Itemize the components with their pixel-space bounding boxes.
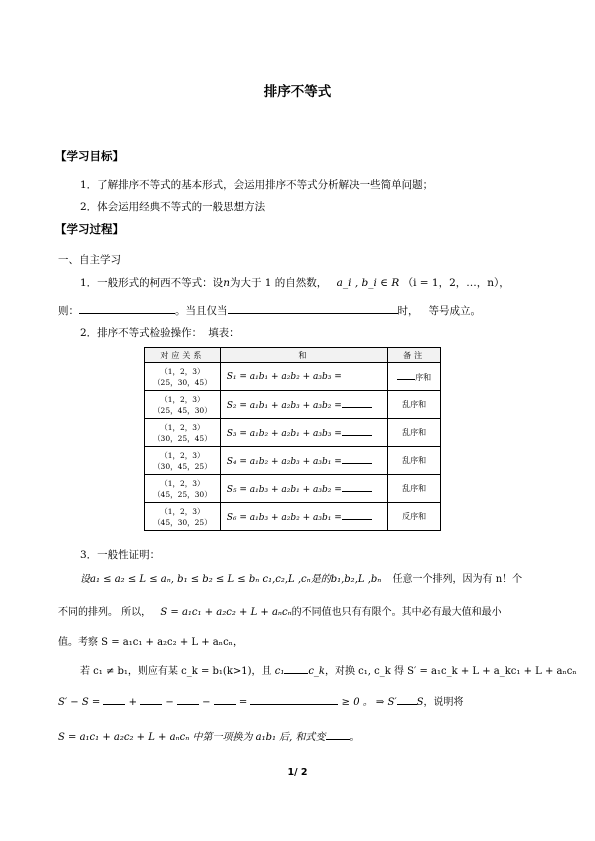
table-cell-note: [388, 503, 441, 531]
sum-blank[interactable]: [342, 399, 372, 408]
table-cell-sequence: [145, 447, 221, 475]
seq-b: （45，30，25）: [153, 517, 212, 527]
note-blank[interactable]: [397, 371, 415, 380]
proof-line-5-b: ≥ 0 。 ⇒ S′: [341, 697, 397, 708]
proof-line-4-ck: c_k: [308, 666, 325, 677]
seq-a: （1，2，3）: [160, 506, 205, 516]
answer-blank-relation[interactable]: [397, 693, 417, 705]
page-number: 1/ 2: [287, 767, 308, 778]
sum-blank[interactable]: [342, 511, 372, 520]
answer-blank-compare[interactable]: [284, 662, 308, 674]
proof-line-5-c: S: [416, 697, 424, 708]
table-header-sum: 和: [220, 348, 387, 363]
q1-equality: 等号成立。: [428, 305, 481, 317]
proof-line-5-d: ，说明将: [423, 697, 464, 708]
proof-line-5-a: S′ − S =: [58, 697, 101, 708]
table-row: [145, 503, 441, 531]
seq-a: （1，2，3）: [160, 394, 205, 404]
table-cell-sum[interactable]: [220, 447, 387, 475]
sum-formula: S₄ = a₁b₂ + a₂b₃ + a₃b₁ =: [226, 456, 342, 467]
question-3-heading: 3．一般性证明：: [80, 549, 161, 561]
proof-line-6-a: S = a₁c₁ + a₂c₂ + L + aₙcₙ 中第一项换为 a₁b₁ 后, 和式变: [58, 732, 326, 743]
table-header-row: [145, 348, 441, 363]
note-text: 乱序和: [402, 456, 427, 465]
proof-line-1: [80, 570, 522, 585]
table-cell-note: [388, 447, 441, 475]
note-text: 反序和: [402, 512, 427, 521]
table-cell-sequence: [145, 419, 221, 447]
sum-formula: S₁ = a₁b₁ + a₂b₂ + a₃b₃ =: [226, 371, 342, 382]
answer-blank-2[interactable]: [228, 302, 398, 314]
question-2: [80, 325, 240, 340]
part-1-heading: 一、自主学习: [58, 254, 121, 266]
proof-line-2-formula: S = a₁c₁ + a₂c₂ + L + aₙcₙ: [160, 607, 292, 618]
answer-blank-term-3[interactable]: [177, 693, 199, 705]
proof-line-6-b: 。: [349, 732, 360, 743]
q1-then: 则：: [58, 305, 79, 317]
seq-b: （30，45，25）: [153, 461, 212, 471]
seq-b: （30，25，45）: [153, 433, 212, 443]
q1-prefix: 1．一般形式的柯西不等式：设: [80, 277, 224, 289]
sum-formula: S₃ = a₁b₂ + a₂b₁ + a₃b₃ =: [226, 428, 342, 439]
q1-formula: a_i , b_i ∈ R: [336, 277, 400, 289]
table-row: [145, 391, 441, 419]
q1-iff: 。当且仅当: [175, 305, 228, 317]
seq-b: （25，45，30）: [153, 405, 212, 415]
table-cell-sequence: [145, 363, 221, 391]
table-cell-sum[interactable]: [220, 391, 387, 419]
process-heading: 【学习过程】: [55, 222, 124, 236]
table-cell-note[interactable]: [388, 363, 441, 391]
table-cell-sum[interactable]: [220, 419, 387, 447]
seq-a: （1，2，3）: [160, 450, 205, 460]
answer-blank-term-1[interactable]: [103, 693, 125, 705]
answer-blank-term-4[interactable]: [214, 693, 236, 705]
table-row: [145, 447, 441, 475]
proof-line-1-text: 任意一个排列，因为有 n！个: [392, 574, 523, 585]
table-cell-sum[interactable]: [220, 475, 387, 503]
proof-line-3: 值。考察 S = a₁c₁ + a₂c₂ + L + aₙcₙ，: [58, 637, 243, 648]
answer-blank-difference[interactable]: [250, 693, 338, 705]
answer-blank-1[interactable]: [79, 302, 175, 314]
answer-blank-change[interactable]: [326, 728, 350, 740]
proof-line-4: [80, 662, 577, 677]
page-title: 排序不等式: [263, 84, 332, 100]
goals-heading: 【学习目标】: [55, 149, 124, 163]
seq-b: （25，30，45）: [153, 377, 212, 387]
proof-line-4-d: ，对换 c₁, c_k 得 S′ = a₁c_k + L + a_kc₁ + L + aₙcₙ: [325, 666, 577, 677]
sum-formula: S₅ = a₁b₃ + a₂b₁ + a₃b₂ =: [226, 484, 342, 495]
table-cell-note: [388, 475, 441, 503]
q1-mid: 为大于 1 的自然数，: [229, 277, 328, 289]
table-cell-sequence: [145, 475, 221, 503]
sum-blank[interactable]: [342, 483, 372, 492]
table-row: [145, 475, 441, 503]
seq-a: （1，2，3）: [160, 478, 205, 488]
seq-a: （1，2，3）: [160, 422, 205, 432]
proof-line-2-text-b: 的不同值也只有有限个。其中必有最大值和最小: [291, 607, 502, 618]
note-text: 序和: [415, 372, 432, 382]
sum-blank[interactable]: [342, 427, 372, 436]
sum-formula: S₆ = a₁b₃ + a₂b₂ + a₃b₁ =: [226, 512, 342, 523]
table-header-note: 备注: [388, 348, 441, 363]
q2-label: 2．排序不等式检验操作：: [80, 327, 203, 339]
proof-line-2-text-a: 不同的排列。 所以，: [58, 607, 152, 618]
sorting-table: [144, 347, 441, 531]
q1-range: （i = 1，2，…，n），: [402, 277, 510, 289]
table-cell-sum[interactable]: [220, 363, 387, 391]
sum-blank[interactable]: [342, 455, 372, 464]
answer-blank-term-2[interactable]: [140, 693, 162, 705]
table-cell-note: [388, 419, 441, 447]
table-cell-sum[interactable]: [220, 503, 387, 531]
question-1-line-1: [80, 275, 510, 290]
table-cell-note: [388, 391, 441, 419]
seq-a: （1，2，3）: [160, 366, 205, 376]
goal-item-1: 1．了解排序不等式的基本形式，会运用排序不等式分析解决一些简单问题；: [80, 179, 434, 191]
sum-formula: S₂ = a₁b₁ + a₂b₃ + a₃b₂ =: [226, 400, 342, 411]
note-text: 乱序和: [402, 400, 427, 409]
q2-fill: 填表：: [208, 327, 240, 339]
table-row: [145, 363, 441, 391]
proof-line-6: [58, 728, 360, 743]
question-1-line-2: [58, 302, 481, 318]
note-text: 乱序和: [402, 484, 427, 493]
proof-line-5: S′ − S = + − − = ≥ 0 。 ⇒ S′ S，说明将: [58, 693, 463, 708]
goal-item-2: 2．体会运用经典不等式的一般思想方法: [80, 201, 266, 213]
seq-b: （45，25，30）: [153, 489, 212, 499]
proof-line-2: [58, 603, 502, 618]
note-text: 乱序和: [402, 428, 427, 437]
table-row: [145, 419, 441, 447]
proof-line-4-a: 若 c₁ ≠ b₁，则应有某 c_k = b₁(k>1)，且: [80, 666, 272, 677]
table-cell-sequence: [145, 503, 221, 531]
table-header-correspondence: 对应关系: [145, 348, 221, 363]
table-cell-sequence: [145, 391, 221, 419]
proof-line-4-c1: c₁: [274, 666, 285, 677]
proof-line-1-formula: 设a₁ ≤ a₂ ≤ L ≤ aₙ, b₁ ≤ b₂ ≤ L ≤ bₙ c₁,c₂,L ,cₙ是的b₁,b₂,L ,bₙ: [80, 574, 382, 585]
q1-when: 时，: [397, 305, 419, 317]
q1-n: n: [223, 277, 230, 289]
